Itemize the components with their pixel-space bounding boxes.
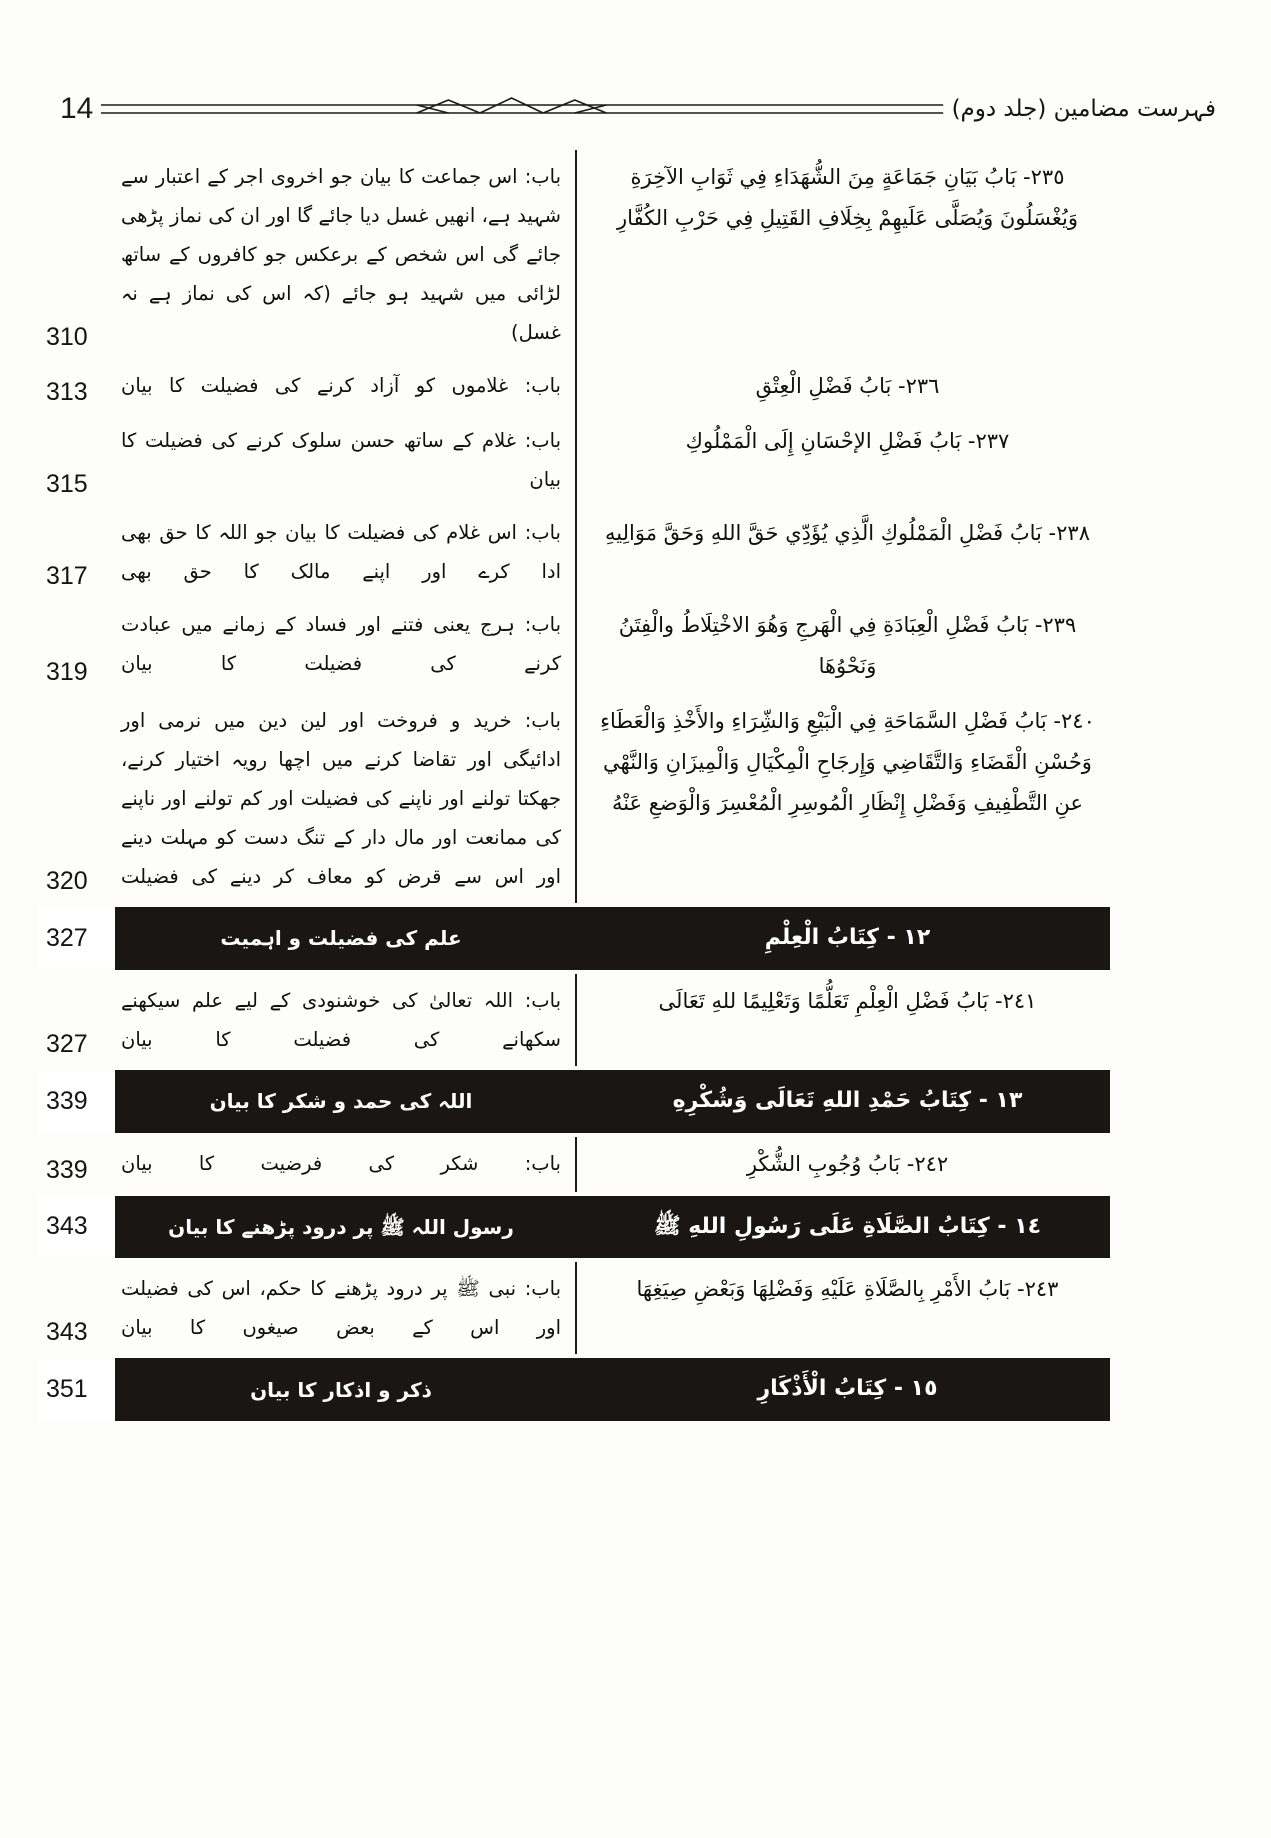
chapter-title-urdu: باب: شکر کی فرضیت کا بیان	[115, 1137, 577, 1192]
chapter-title-arabic: ٢٣٩- بَابُ فَضْلِ الْعِبَادَةِ فِي الْهَرجِ وَهُوَ الاخْتِلَاطُ والْفِتَنُ وَنَحْوُهَا	[618, 612, 1077, 678]
chapter-title-urdu: باب: اللہ تعالیٰ کی خوشنودی کے لیے علم سیکھنے سکھانے کی فضیلت کا بیان	[115, 974, 577, 1066]
book-title-arabic: ١٢ - كِتَابُ الْعِلْمِ	[764, 924, 931, 950]
book-title-arabic: ١٤ - كِتَابُ الصَّلَاةِ عَلَى رَسُولِ اللهِ ﷺ	[653, 1213, 1042, 1239]
book-title-urdu: اللہ کی حمد و شکر کا بیان	[115, 1070, 577, 1133]
book-banner-row	[38, 907, 1110, 970]
table-row	[38, 1137, 1110, 1192]
chapter-title-urdu: باب: خرید و فروخت اور لین دین میں نرمی اور ادائیگی اور تقاضا کرنے میں اچھا رویہ اختیار کرنے، جھکتا تولنے اور ناپنے کی فضیلت اور کم تولنے اور ناپنے کی ممانعت اور مال دار کے تنگ دست کو مہلت دینے اور اس سے قرض کو معاف کر دینے کی فضیلت	[115, 694, 577, 903]
chapter-title-arabic: ٢٣٦- بَابُ فَضْلِ الْعِتْقِ	[755, 374, 940, 398]
table-row	[38, 414, 1110, 506]
folio-number: 14	[60, 92, 94, 125]
page-number: 327	[46, 1029, 88, 1058]
chapter-title-arabic: ٢٣٧- بَابُ فَضْلِ الإحْسَانِ إِلَى الْمَمْلُوكِ	[685, 428, 1010, 453]
table-row	[38, 598, 1110, 694]
chapter-title-arabic: ٢٤٣- بَابُ الأَمْرِ بِالصَّلَاةِ عَلَيْهِ وَفَضْلِهَا وَبَعْضِ صِيَغِهَا	[636, 1277, 1059, 1302]
page-number: 343	[46, 1318, 88, 1347]
chapter-title-arabic: ٢٤١- بَابُ فَضْلِ الْعِلْمِ تَعَلُّمًا وَتَعْلِيمًا للهِ تَعَالَى	[658, 988, 1037, 1013]
page-number: 351	[38, 1358, 115, 1421]
chapter-title-urdu: باب: نبی ﷺ پر درود پڑھنے کا حکم، اس کی فضیلت اور اس کے بعض صیغوں کا بیان	[115, 1262, 577, 1354]
page-number: 310	[46, 323, 88, 351]
chapter-title-urdu: باب: اس غلام کی فضیلت کا بیان جو اللہ کا حق بھی ادا کرے اور اپنے مالک کا حق بھی	[115, 506, 577, 598]
book-banner-row	[38, 1196, 1110, 1259]
book-title-urdu: علم کی فضیلت و اہمیت	[115, 907, 577, 970]
toc-table	[38, 150, 1110, 1425]
book-title-arabic: ١٣ - كِتَابُ حَمْدِ اللهِ تَعَالَى وَشُكْرِهِ	[672, 1087, 1023, 1113]
chapter-title-arabic: ٢٤٠- بَابُ فَضْلِ السَّمَاحَةِ فِي الْبَيْعِ وَالشِّرَاءِ والأَخْذِ وَالْعَطَاءِ وَحُسْنِ الْقَضَاءِ وَالتَّقَاضِي وَإِرجَاحِ الْمِكْيَالِ وَالْمِيزَانِ وَالنَّهْي عنِ التَّطْفِيفِ وَفَضْلِ إِنْظَارِ الْمُوسِرِ الْمُعْسِرَ وَالْوَضعِ عَنْهُ	[600, 708, 1095, 815]
chapter-title-arabic: ٢٣٥- بَابُ بَيَانِ جَمَاعَةٍ مِنَ الشُّهَدَاءِ فِي ثَوَابِ الآخِرَةِ وَيُغْسَلُونَ وَيُصَلَّى عَلَيهِمْ بِخِلَافِ القَتِيلِ فِي حَرْبِ الكُفَّارِ	[617, 165, 1078, 230]
chapter-title-urdu: باب: ہرج یعنی فتنے اور فساد کے زمانے میں عبادت کرنے کی فضیلت کا بیان	[115, 598, 577, 694]
page-number: 313	[46, 377, 88, 406]
table-row	[38, 359, 1110, 414]
book-title-urdu: رسول اللہ ﷺ پر درود پڑھنے کا بیان	[115, 1196, 577, 1259]
table-row	[38, 694, 1110, 903]
page-number: 315	[46, 469, 88, 498]
chapter-title-urdu: باب: اس جماعت کا بیان جو اخروی اجر کے اعتبار سے شہید ہے، انھیں غسل دیا جائے گا اور ان کی نماز پڑھی جائے گی اس شخص کے برعکس جو کافروں کے ساتھ لڑائی میں شہید ہو جائے (کہ اس کی نماز ہے نہ غسل)	[115, 150, 577, 359]
chapter-title-arabic: ٢٤٢- بَابُ وُجُوبِ الشُّكْرِ	[746, 1151, 949, 1176]
chapter-title-urdu: باب: غلام کے ساتھ حسن سلوک کرنے کی فضیلت کا بیان	[115, 414, 577, 506]
book-banner-row	[38, 1358, 1110, 1421]
header-rule-ornament	[101, 96, 943, 122]
page-number: 339	[38, 1070, 115, 1133]
page-number: 327	[38, 907, 115, 970]
table-row	[38, 1262, 1110, 1354]
book-banner-row	[38, 1070, 1110, 1133]
page-number: 320	[46, 866, 88, 895]
chapter-title-urdu: باب: غلاموں کو آزاد کرنے کی فضیلت کا بیان	[115, 359, 577, 414]
page-number: 339	[46, 1155, 88, 1184]
table-row	[38, 506, 1110, 598]
table-row	[38, 974, 1110, 1066]
table-row	[38, 150, 1110, 359]
page-header	[60, 86, 1216, 132]
page-number: 319	[46, 657, 88, 686]
book-title-arabic: ١٥ - كِتَابُ الْأَذْكَارِ	[757, 1376, 938, 1402]
page-number: 343	[38, 1196, 115, 1259]
header-title: فہرست مضامین (جلد دوم)	[951, 96, 1216, 122]
page-number: 317	[46, 561, 88, 590]
chapter-title-arabic: ٢٣٨- بَابُ فَضْلِ الْمَمْلُوكِ الَّذِي يُؤَدِّي حَقَّ اللهِ وَحَقَّ مَوَالِيهِ	[605, 520, 1090, 545]
book-title-urdu: ذکر و اذکار کا بیان	[115, 1358, 577, 1421]
